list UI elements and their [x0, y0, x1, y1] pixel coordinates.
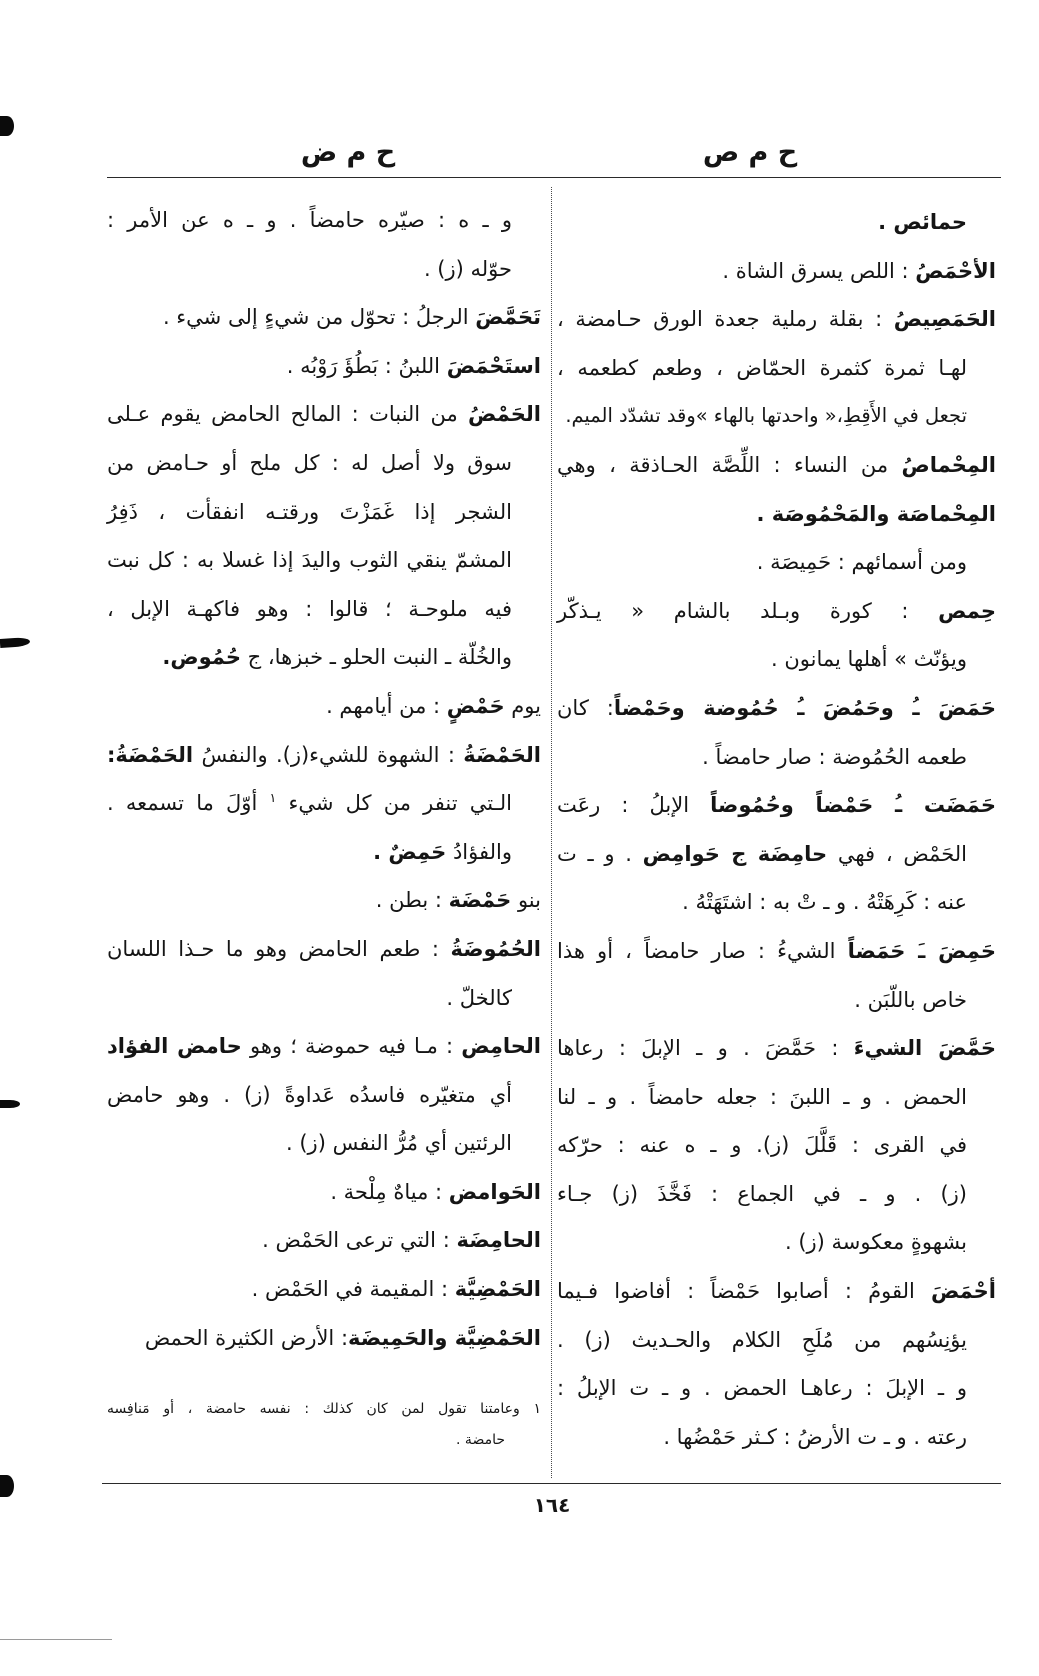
entry-line [107, 1168, 541, 1217]
entry-line [107, 196, 541, 245]
dict-entry [557, 247, 996, 296]
headword: استَحْمَضَ [446, 353, 541, 378]
page-number: ١٦٤ [533, 1493, 571, 1517]
entry-line [557, 1024, 996, 1073]
footnote-line: حامضة . [456, 1432, 505, 1448]
definition-text: ويؤنّث » أهلها يمانون . [771, 647, 967, 672]
definition-text: و ـ ه : صيّره حامضاً . و ـ ه عن الأمر : [107, 208, 512, 232]
definition-text: الحَمْض ، فهي [827, 841, 967, 866]
dict-entry [107, 1216, 541, 1265]
definition-text: طعمه الحُمُوضة : صار حامضاً . [702, 744, 967, 769]
entry-line [557, 198, 996, 247]
definition-text: الشجر إذا غَمَزْتَ ورقتـه انفقأت ، ذَفِرُ [107, 499, 512, 524]
entry-line [557, 490, 996, 539]
entry-line [107, 731, 541, 780]
definition-text: بنو [511, 888, 541, 913]
dict-entry [557, 198, 996, 247]
entry-line [557, 1073, 996, 1122]
entry-line [107, 536, 541, 585]
dict-entry [107, 876, 541, 925]
entry-line [107, 633, 541, 682]
header-rule [107, 177, 1001, 178]
dict-entry [107, 925, 541, 1022]
definition-text: : الأرض الكثيرة الحمض [144, 1325, 349, 1350]
definition-text: : مـا فيه حموضة ؛ وهو [241, 1034, 462, 1059]
entry-line [557, 1267, 996, 1316]
entry-line [557, 344, 996, 393]
definition-text: خاص باللّبَن . [854, 987, 967, 1012]
entry-line [107, 925, 541, 974]
definition-text: في القرى : قَلَّلَ (ز). و ـ ه عنه : حرّكه [557, 1133, 967, 1158]
dict-entry [107, 1022, 541, 1168]
entry-line [107, 488, 541, 537]
definition-text: أوّلَ ما تسمعه . [107, 791, 270, 816]
definition-text: الـتي تنفر من كل شيء [276, 791, 512, 816]
left-column-header: ح م ض [300, 137, 396, 168]
entry-line [107, 342, 541, 391]
definition-text: : اللص يسرق الشاة . [722, 258, 916, 283]
entry-line [107, 682, 541, 731]
definition-text: الحمض . و ـ اللبنَ : جعله حامضاً . و ـ لنا [557, 1084, 967, 1109]
entry-line [107, 1265, 541, 1314]
dict-entry [107, 342, 541, 391]
dict-entry [107, 731, 541, 877]
definition-text: من النساء : اللِّصَّة الحـاذقة ، وهي [557, 452, 902, 477]
definition-text: : كان [557, 695, 614, 720]
headword: حَمِضٌ . [373, 839, 447, 864]
dict-entry [557, 927, 996, 1024]
left-column [107, 196, 541, 1362]
entry-line [107, 585, 541, 634]
dict-entry [107, 196, 541, 293]
dict-entry [557, 1024, 996, 1267]
headword: الحَوامض [448, 1179, 541, 1204]
headword: الحَمْضُ [468, 402, 541, 427]
definition-text: اللبنُ : بَطُؤَ رَوْبُه . [286, 353, 447, 378]
definition-text: رعته . و ـ ت الأرضُ : كـثر حَمْضُها . [663, 1424, 967, 1449]
entry-line [557, 878, 996, 927]
binding-mark [0, 637, 30, 648]
definition-text: والخُلّة ـ النبت الحلو ـ خبزها، ج [240, 645, 512, 670]
definition-text: لهـا ثمرة كثمرة الحمّاض ، وطعم كطعمه ، [557, 355, 967, 380]
column-divider [551, 187, 552, 1478]
definition-text: يؤنِسُهم من مُلَحِ الكلام والحـديث (ز) . [557, 1327, 967, 1352]
definition-text: حوّله (ز) . [423, 256, 512, 281]
entry-line [107, 876, 541, 925]
footnote [107, 1394, 541, 1456]
right-column-header: ح م ص [702, 137, 798, 168]
footnote-marker: ١ [269, 790, 277, 806]
entry-line [557, 830, 996, 879]
dict-entry [557, 781, 996, 927]
definition-text: كالخلّ . [446, 985, 512, 1010]
headword: الحَمْضِيَّة والحَمِيضَة [348, 1325, 541, 1350]
entry-line [107, 439, 541, 488]
dict-entry [557, 684, 996, 781]
definition-text: : التي ترعى الحَمْض . [262, 1228, 457, 1253]
entry-line [557, 733, 996, 782]
definition-text: : من أيامهم . [326, 693, 447, 718]
entry-line [557, 1316, 996, 1365]
headword: أحْمَضَ [930, 1279, 996, 1304]
entry-line [557, 441, 996, 490]
definition-text: الرجلُ : تحوّل من شيءٍ إلى شيء . [162, 305, 476, 330]
headword: الحامِض [461, 1034, 541, 1059]
headword: الأحْمَصُ [915, 258, 996, 283]
scan-edge-line [0, 1639, 112, 1640]
entry-line [557, 587, 996, 636]
headword: المِحْماصَة والمَحْمُوصَة . [756, 501, 996, 526]
entry-line [557, 1121, 996, 1170]
entry-line [107, 1216, 541, 1265]
binding-mark [0, 116, 14, 136]
headword: حُمُوض. [162, 645, 241, 670]
headword: حامض الفؤاد [107, 1034, 242, 1059]
dict-entry [107, 293, 541, 342]
definition-text: و ـ الإبلَ : رعاهـا الحمض . و ـ ت الإبلُ : [557, 1376, 967, 1401]
dict-entry [557, 295, 996, 441]
definition-text: : طعم الحامض وهو ما حـذا اللسان [107, 936, 451, 961]
entry-line [557, 1413, 996, 1462]
entry-line [107, 828, 541, 877]
definition-text: (ز) . و ـ في الجماع : فَخَّذَ (ز) جـاء [557, 1181, 967, 1206]
footnote-line: ١ وعامتنا تقول لمن كان كذلك : نفسه حامضة ، أو مَنافِسه [107, 1401, 541, 1417]
dict-entry [557, 587, 996, 684]
headword: حَمْضَة [448, 888, 512, 913]
headword: حَمَّضَ الشيءَ [853, 1036, 996, 1061]
definition-text: . و ـ ت [557, 841, 643, 866]
headword: حَمَضَت ـُ حَمْضاً وحُمُوضاً [710, 793, 996, 818]
definition-text: فيه ملوحـة ؛ قالوا : وهو فاكهـة الإبل ، [107, 596, 512, 621]
entry-line [107, 390, 541, 439]
entry-line [107, 1314, 541, 1363]
definition-text: من النبات : المالح الحامض يقوم عـلى [107, 402, 469, 427]
entry-line [107, 1119, 541, 1168]
entry-line [107, 1071, 541, 1120]
definition-text: : حَمَّضَ . و ـ الإبلَ : رعاها [557, 1036, 854, 1061]
headword: تَحَمَّضَ [475, 305, 541, 330]
binding-mark [0, 1100, 20, 1108]
entry-line [557, 635, 996, 684]
entry-line [557, 927, 996, 976]
definition-text: ومن أسمائهم : حَمِيصَة . [756, 550, 967, 575]
definition-text: : المقيمة في الحَمْض . [251, 1277, 455, 1302]
entry-line [107, 974, 541, 1023]
definition-text: والفؤادُ [446, 839, 512, 864]
definition-text: : الشهوة للشيء(ز). والنفسُ [193, 742, 464, 767]
entry-line [107, 245, 541, 294]
entry-line [107, 1022, 541, 1071]
definition-text: الشيءُ : صار حامضاً ، أو هذا [557, 938, 848, 963]
dict-entry [107, 1314, 541, 1363]
headword: الحَمْضَةُ [463, 742, 541, 767]
dict-entry [557, 441, 996, 538]
definition-text: أي متغيّره فاسدُه عَداوةً (ز) . وهو حامض [107, 1082, 512, 1107]
entry-line [557, 1218, 996, 1267]
definition-text: عنه : كَرِهَتْهُ . و ـ تْ به : اشتَهَتْهُ . [682, 890, 967, 915]
headword: حَمْضٍ [446, 693, 505, 718]
headword: حَمِضَ ـَ حَمَضاً [847, 938, 996, 963]
entry-line [557, 1170, 996, 1219]
headword: الحامِضَة [456, 1228, 541, 1253]
dict-entry [557, 1267, 996, 1461]
footer-rule [102, 1483, 1001, 1484]
entry-line [557, 781, 996, 830]
definition-text: يوم [504, 693, 541, 718]
dict-entry [107, 390, 541, 682]
headword: الحَمَصِيصُ [893, 307, 996, 332]
definition-text: : كورة وبـلد بالشام « يـذكّر [557, 598, 939, 623]
entry-line [557, 538, 996, 587]
dict-entry [107, 1168, 541, 1217]
definition-text: الرئتين أي مُرُّ النفس (ز) . [286, 1131, 512, 1156]
headword: حَمَضَ ـُ وحَمُضَ ـُ حُمُوضة وحَمْضاً [613, 695, 996, 720]
entry-line [557, 247, 996, 296]
entry-line [107, 293, 541, 342]
headword: الحَمْضِيَّة [454, 1277, 541, 1302]
right-column [557, 198, 996, 1461]
binding-mark [0, 1475, 14, 1497]
definition-text: بشهوةٍ معكوسة (ز) . [784, 1230, 967, 1255]
entry-line [557, 684, 996, 733]
definition-text: المشمّ ينقي الثوب واليدَ إذا غسلا به : كل نبت [107, 548, 512, 573]
headword: حامِضَة ج حَوامِض [642, 841, 828, 866]
headword: الحَمْضَةُ: [107, 742, 194, 767]
headword: المِحْماصُ [901, 452, 996, 477]
definition-text: : مياهٌ مِلْحة . [330, 1179, 449, 1204]
headword: حِمص [938, 598, 996, 623]
dict-entry [107, 1265, 541, 1314]
entry-line [107, 779, 541, 828]
definition-text: : بطن . [375, 888, 449, 913]
headword: الحُمُوضَةُ [450, 936, 541, 961]
dict-entry [107, 682, 541, 731]
entry-line [557, 1364, 996, 1413]
entry-line [557, 295, 996, 344]
headword: حمائص . [878, 210, 967, 234]
definition-text: سوق ولا أصل له : كل ملح أو حـامض من [107, 450, 512, 475]
definition-text: : بقلة رملية جعدة الورق حـامضة ، [557, 307, 894, 332]
definition-text: القومُ : أصابوا حَمْضاً : أفاضوا فـيما [557, 1279, 931, 1304]
definition-text: تجعل في الأَقِطِ،« واحدتها بالهاء »وقد تشدّد الميم. [565, 404, 967, 428]
definition-text: الإبلُ : رعَت [557, 793, 711, 818]
entry-line [557, 392, 996, 441]
dict-entry [557, 538, 996, 587]
entry-line [557, 976, 996, 1025]
